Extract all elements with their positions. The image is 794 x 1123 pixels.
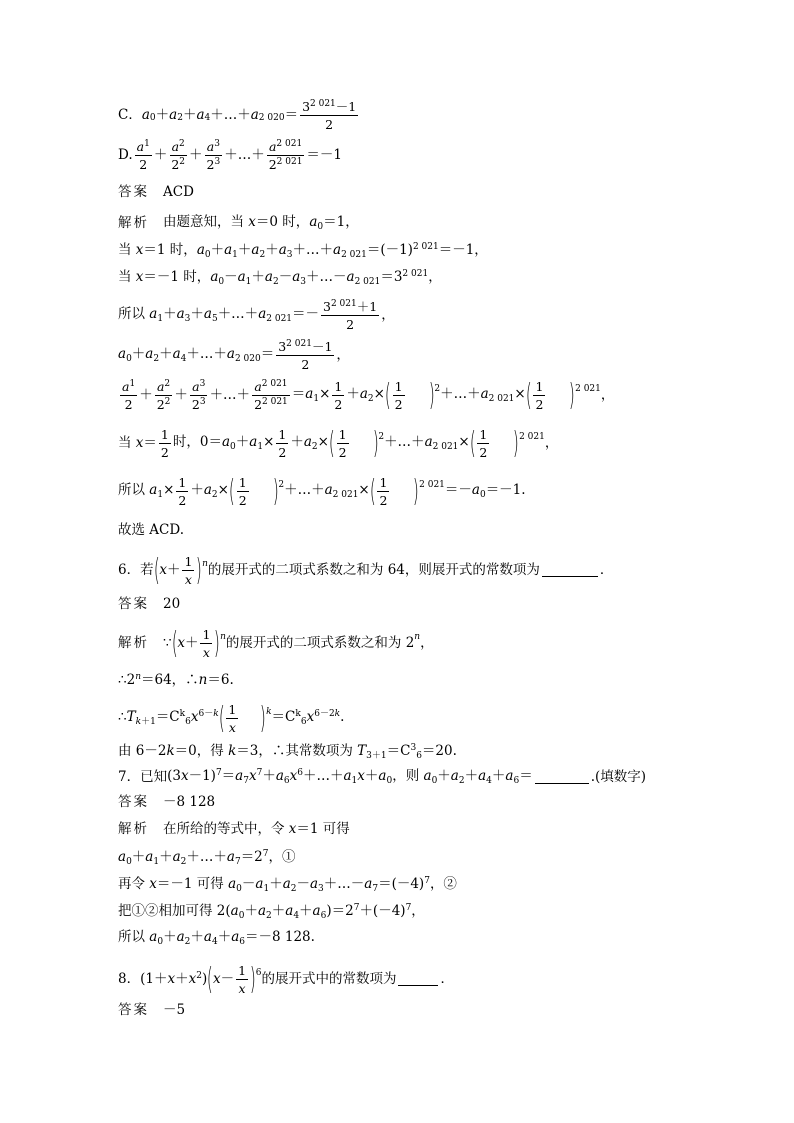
solution-5-line-6: $\frac{a^1}{2}$ ＋ $\frac{a^2}{2^2}$ ＋ $\frac{a^3}{2^3}$ ＋…＋ $\frac{a^{2 021}}{2^{2 021}}$ $=a_1\times$ $\frac{1}{2}$ $+a_2\times$ ( $\frac{1}{2}$ ) 2 $+\dots+a_{2 021}\times$ ( $\frac{1}{2}$ ) 2 021 ， bbox=[122, 377, 615, 413]
question-8-end: ． bbox=[440, 970, 454, 987]
question-6-end: ． bbox=[599, 561, 614, 578]
option-d-tail: ＝－1 bbox=[306, 146, 343, 163]
question-8: 8． $(1+x+x^2)$ ( x－ $\frac{1}{x}$ ) 6 的展开式中的常数项为 ． bbox=[118, 961, 454, 997]
answer-value: －5 bbox=[163, 1002, 186, 1018]
solution-5-line-7: 当 x＝ $\frac{1}{2}$ 时，$0=a_0+a_1\times$ $\frac{1}{2}$ $+a_2\times$ ( $\frac{1}{2}$ ) 2 $+\dots+a_{2 021}\times$ ( $\frac{1}{2}$ ) 2 021 ， bbox=[118, 425, 559, 461]
solution-6-line-3: $\therefore T_{k+1}=C^k_6x^{6-k}$ ( $\frac{1}{x}$ ) k $=C^k_6x^{6-2k}$. bbox=[118, 700, 345, 736]
solution-label: 解析 bbox=[118, 634, 149, 651]
solution-6-text: 的展开式的二项式系数之和为 2 bbox=[225, 634, 415, 651]
answer-label: 答案 bbox=[118, 184, 149, 200]
answer-value: ACD bbox=[163, 184, 194, 200]
answer-blank[interactable] bbox=[398, 973, 438, 986]
answer-5 bbox=[118, 186, 194, 200]
question-6-label: 6．若 bbox=[118, 561, 154, 578]
solution-5-line-8: 所以 $a_1\times$ $\frac{1}{2}$ $+a_2\times$ ( $\frac{1}{2}$ ) 2 $+\dots+a_{2 021}\times$ ( $\frac{1}{2}$ ) 2 021 $=-a_0=-1$. bbox=[118, 473, 526, 509]
answer-7 bbox=[118, 796, 215, 810]
solution-5-conclusion: 故选 ACD. bbox=[118, 522, 185, 538]
solution-6-line-2: $\therefore 2^n=64$，∴n＝6. bbox=[118, 672, 234, 688]
solution-5-line-5: $a_0+a_2+a_4+\dots+a_{2 020}=$ $\frac{3^{2 021}-1}{2}$ ， bbox=[118, 339, 350, 373]
solution-5-line-4: 所以 $a_1+a_3+a_5+\dots+a_{2 021}=-$ $\frac{3^{2 021}+1}{2}$ ， bbox=[118, 299, 395, 333]
solution-6-line-1: 解析 ∵ ( x＋ $\frac{1}{x}$ ) n 的展开式的二项式系数之和为 2 n ， bbox=[118, 625, 434, 661]
solution-5-line-1: 解析 由题意知，当 x＝0 时，$a_0=1$， bbox=[118, 214, 359, 232]
solution-5-line-3: 当 x＝－1 时，$a_0-a_1+a_2-a_3+\dots-a_{2 021}=3^{2 021}$， bbox=[118, 269, 442, 287]
answer-blank[interactable] bbox=[542, 564, 598, 577]
question-8-label: 8． bbox=[118, 970, 141, 987]
answer-value: 20 bbox=[163, 596, 181, 612]
answer-label: 答案 bbox=[118, 596, 149, 612]
solution-7-line-2: $a_0+a_1+a_2+\dots+a_7=2^7$，① bbox=[118, 849, 296, 867]
answer-value: －8 128 bbox=[163, 794, 216, 810]
question-8-text: 的展开式中的常数项为 bbox=[261, 970, 397, 987]
question-7: 7．已知 $(3x-1)^7=a_7x^7+a_6x^6+\dots+a_1x+a_0$，则 $a_0+a_2+a_4+a_6=$ .(填数字) bbox=[118, 768, 647, 786]
option-d: D. $\frac{a^1}{2}$ ＋ $\frac{a^2}{2^2}$ ＋ $\frac{a^3}{2^3}$ ＋…＋ $\frac{a^{2 021}}{2^{2 021}}$ ＝－1 bbox=[118, 139, 343, 173]
solution-7-line-3: 再令 x＝－1 可得 $a_0-a_1+a_2-a_3+\dots-a_7=(-4)^7$，② bbox=[118, 876, 457, 894]
solution-label: 解析 bbox=[118, 215, 149, 232]
answer-8 bbox=[118, 1004, 185, 1018]
solution-label: 解析 bbox=[118, 821, 149, 837]
option-c: C． a 0 ＋ a 2 ＋ a 4 ＋…＋ a 2 020 ＝ $\frac{3^{2 021}-1}{2}$ bbox=[118, 99, 357, 133]
solution-6-line-4: 由 6－2k＝0，得 k＝3，∴其常数项为 $T_{3+1}=C^3_6=20$. bbox=[118, 743, 457, 761]
answer-label: 答案 bbox=[118, 1002, 149, 1018]
solution-7-line-4: 把①②相加可得 $2(a_0+a_2+a_4+a_6)=2^7+(-4)^7$， bbox=[118, 903, 425, 921]
answer-6 bbox=[118, 598, 180, 612]
solution-7-line-1: 解析 在所给的等式中，令 x＝1 可得 bbox=[118, 821, 350, 837]
solution-7-line-5: 所以 $a_0+a_2+a_4+a_6=-8$ 128. bbox=[118, 929, 315, 947]
answer-blank[interactable] bbox=[535, 771, 589, 784]
question-7-label: 7．已知 bbox=[118, 768, 168, 785]
solution-5-line-2: 当 x＝1 时，$a_0+a_1+a_2+a_3+\dots+a_{2 021}=(-1)^{2 021}=-1$， bbox=[118, 242, 488, 260]
solution-5-line-9 bbox=[118, 524, 184, 538]
question-6-text: 的展开式的二项式系数之和为 64，则展开式的常数项为 bbox=[207, 561, 540, 578]
question-6: 6．若 ( x＋ $\frac{1}{x}$ ) n 的展开式的二项式系数之和为 64，则展开式的常数项为 ． bbox=[118, 552, 614, 588]
question-7-end: .(填数字) bbox=[590, 768, 647, 785]
answer-label: 答案 bbox=[118, 794, 149, 810]
